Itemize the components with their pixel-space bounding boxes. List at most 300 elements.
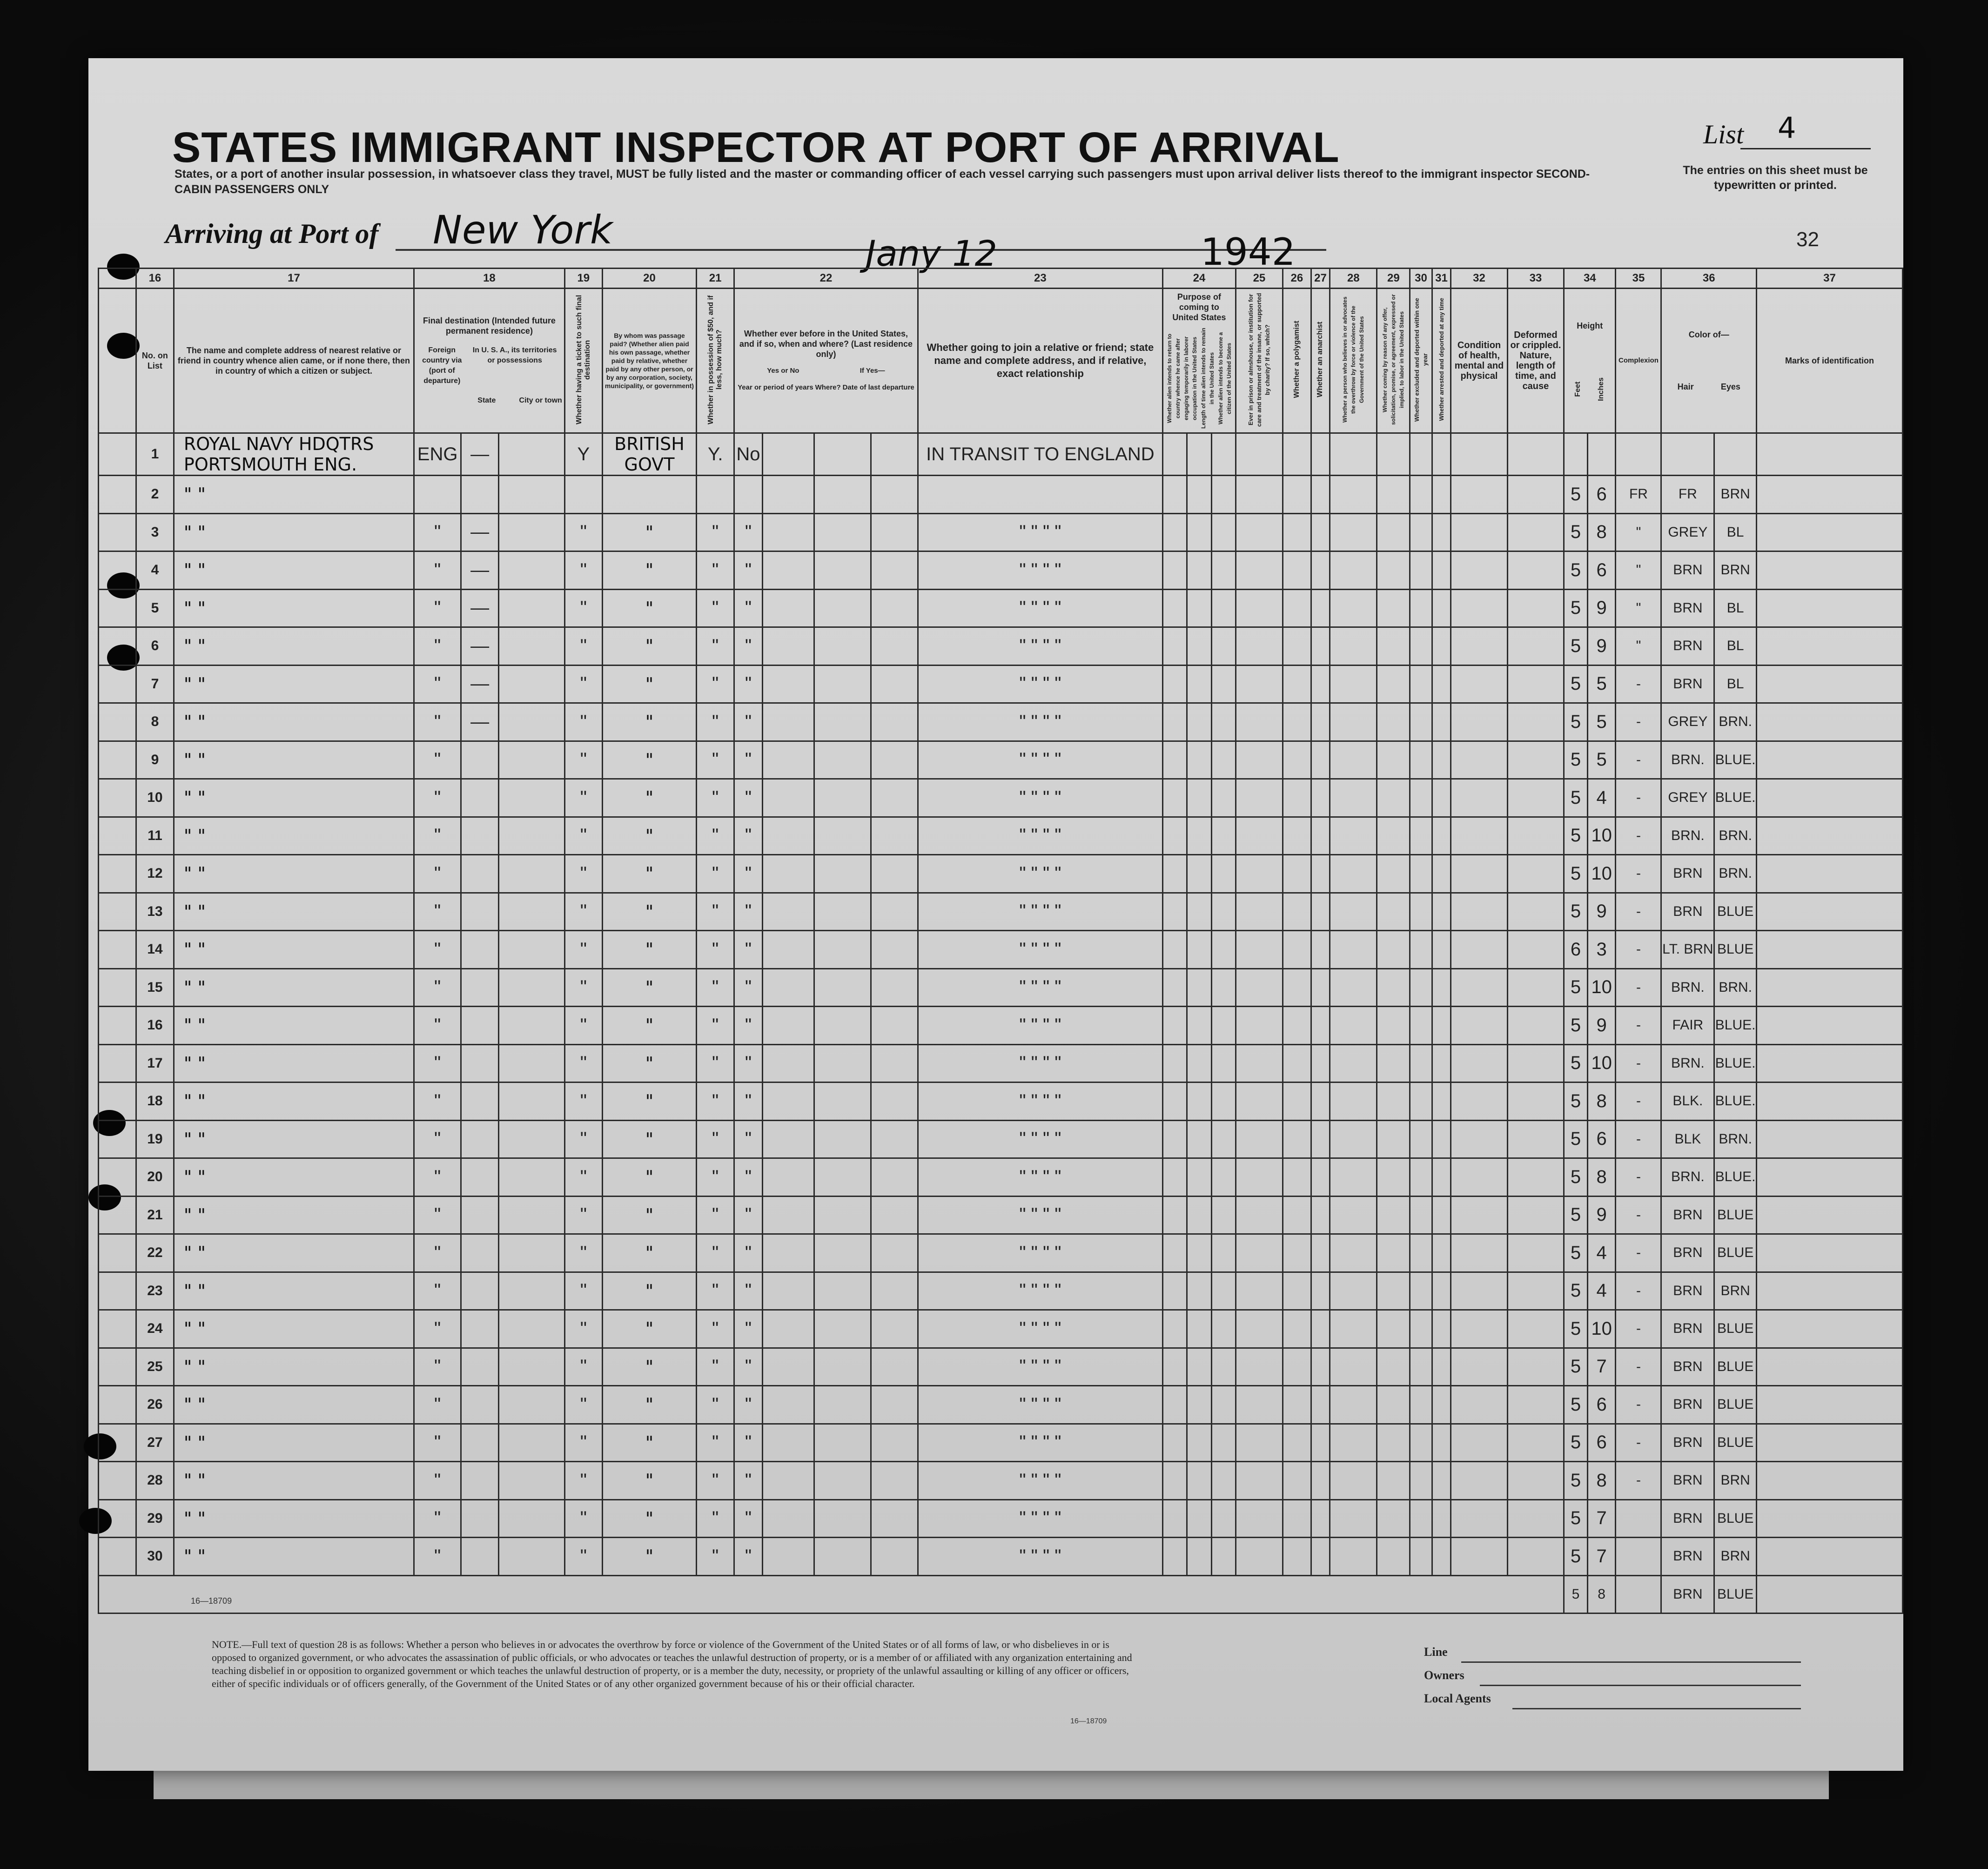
question-cell xyxy=(1283,665,1311,703)
passage-line-1: " xyxy=(645,1470,654,1491)
height-inches-cell: 8 xyxy=(1587,1575,1616,1614)
joining-relative-cell: " " " " xyxy=(918,1499,1162,1538)
purpose-cell xyxy=(1187,665,1211,703)
header-year-period: Year or period of years xyxy=(738,383,813,391)
possession-cell: " xyxy=(697,1499,734,1538)
margin-cell xyxy=(99,1348,136,1386)
state-cell xyxy=(461,1158,499,1197)
complexion-cell: - xyxy=(1616,1386,1661,1424)
where-cell xyxy=(814,1007,871,1045)
row-number: 27 xyxy=(136,1424,174,1462)
margin-cell xyxy=(99,476,136,514)
height-inches-cell xyxy=(1587,433,1616,476)
question-cell xyxy=(1410,817,1432,855)
date-departure-cell xyxy=(871,817,918,855)
marks-cell xyxy=(1757,1538,1903,1576)
purpose-cell xyxy=(1163,1082,1187,1121)
date-departure-cell xyxy=(871,1272,918,1310)
deformed-cell xyxy=(1507,931,1564,969)
possession-cell: " xyxy=(697,551,734,590)
condition-cell xyxy=(1451,1348,1507,1386)
joining-relative-cell: " " " " xyxy=(918,1272,1162,1310)
city-cell xyxy=(499,1120,565,1158)
question-cell xyxy=(1432,1462,1451,1500)
height-feet-cell: 5 xyxy=(1564,1007,1588,1045)
question-cell xyxy=(1283,703,1311,741)
eye-color-cell: BLUE. xyxy=(1714,741,1757,779)
hair-color-cell: BRN xyxy=(1661,1424,1714,1462)
condition-cell xyxy=(1451,627,1507,666)
ever-before-cell: " xyxy=(734,703,763,741)
state-cell xyxy=(461,1007,499,1045)
purpose-cell xyxy=(1187,1272,1211,1310)
question-cell xyxy=(1410,1386,1432,1424)
header-state: State xyxy=(477,397,496,404)
purpose-cell xyxy=(1163,741,1187,779)
complexion-cell: - xyxy=(1616,703,1661,741)
row-number: 16 xyxy=(136,1007,174,1045)
where-cell xyxy=(814,1424,871,1462)
state-cell: — xyxy=(461,433,499,476)
table-row xyxy=(99,1538,1903,1576)
question-cell xyxy=(1311,1386,1330,1424)
deformed-cell xyxy=(1507,1082,1564,1121)
marks-cell xyxy=(1757,513,1903,551)
state-cell xyxy=(461,1310,499,1348)
height-feet-cell: 5 xyxy=(1564,1575,1588,1614)
height-feet-cell: 5 xyxy=(1564,1462,1588,1500)
question-cell xyxy=(1283,589,1311,627)
possession-cell: " xyxy=(697,1386,734,1424)
height-feet-cell: 5 xyxy=(1564,1158,1588,1197)
question-cell xyxy=(1330,1196,1377,1234)
arrival-year: 1942 xyxy=(1201,230,1296,274)
where-cell xyxy=(814,551,871,590)
question-cell xyxy=(1410,779,1432,817)
possession-cell: " xyxy=(697,968,734,1007)
question-cell xyxy=(1283,1234,1311,1272)
height-inches-cell: 3 xyxy=(1587,931,1616,969)
foreign-country-cell: " xyxy=(414,1234,461,1272)
date-departure-cell xyxy=(871,1158,918,1197)
passage-line-1: " xyxy=(645,598,654,619)
complexion-cell: - xyxy=(1616,1007,1661,1045)
date-departure-cell xyxy=(871,855,918,893)
table-row xyxy=(99,1120,1903,1158)
passage-line-2: GOVT xyxy=(624,454,675,475)
ticket-cell: " xyxy=(564,665,602,703)
question-cell xyxy=(1330,1082,1377,1121)
question-cell xyxy=(1311,1462,1330,1500)
relative-line-1: " " xyxy=(183,1204,206,1225)
question-cell xyxy=(1432,968,1451,1007)
margin-cell xyxy=(99,1462,136,1500)
where-cell xyxy=(814,1348,871,1386)
relative-line-1: " " xyxy=(183,1129,206,1150)
city-cell xyxy=(499,551,565,590)
purpose-cell xyxy=(1163,968,1187,1007)
condition-cell xyxy=(1451,855,1507,893)
purpose-cell xyxy=(1163,551,1187,590)
question-cell xyxy=(1410,1538,1432,1576)
height-feet-cell: 5 xyxy=(1564,855,1588,893)
deformed-cell xyxy=(1507,1386,1564,1424)
header-inches: Inches xyxy=(1597,377,1605,401)
passage-line-1: " xyxy=(645,1432,654,1453)
passage-paid-cell xyxy=(602,1007,696,1045)
city-cell xyxy=(499,1538,565,1576)
joining-relative-cell: " " " " xyxy=(918,1196,1162,1234)
passage-paid-cell xyxy=(602,855,696,893)
ever-before-cell: " xyxy=(734,1386,763,1424)
purpose-cell xyxy=(1211,1348,1236,1386)
purpose-cell xyxy=(1211,703,1236,741)
col-number: 31 xyxy=(1432,269,1451,289)
height-feet-cell: 5 xyxy=(1564,1196,1588,1234)
purpose-cell xyxy=(1163,1386,1187,1424)
relative-line-1: " " xyxy=(183,1470,206,1491)
marks-cell xyxy=(1757,931,1903,969)
joining-relative-cell: " " " " xyxy=(918,665,1162,703)
ticket-cell: " xyxy=(564,1499,602,1538)
possession-cell: " xyxy=(697,589,734,627)
header-height xyxy=(1564,289,1616,433)
header-purpose-label: Purpose of coming to United States xyxy=(1172,292,1226,322)
where-cell xyxy=(814,1082,871,1121)
relative-line-1: " " xyxy=(183,1546,206,1567)
date-departure-cell xyxy=(871,589,918,627)
height-inches-cell: 4 xyxy=(1587,1234,1616,1272)
state-cell xyxy=(461,1499,499,1538)
question-cell xyxy=(1283,1310,1311,1348)
hair-color-cell: BRN xyxy=(1661,1310,1714,1348)
deformed-cell xyxy=(1507,476,1564,514)
relative-line-1: " " xyxy=(183,560,206,581)
question-cell xyxy=(1283,1272,1311,1310)
entries-note: The entries on this sheet must be typewritten or printed. xyxy=(1683,164,1868,192)
question-cell xyxy=(1410,433,1432,476)
nearest-relative-cell xyxy=(174,931,414,969)
ever-before-cell: " xyxy=(734,1499,763,1538)
foreign-country-cell: " xyxy=(414,551,461,590)
question-cell xyxy=(1311,551,1330,590)
passage-paid-cell xyxy=(602,1196,696,1234)
purpose-cell xyxy=(1187,893,1211,931)
deformed-cell xyxy=(1507,703,1564,741)
passage-paid-cell xyxy=(602,779,696,817)
question-cell xyxy=(1236,627,1283,666)
ticket-cell: " xyxy=(564,1424,602,1462)
purpose-cell xyxy=(1187,1082,1211,1121)
hair-color-cell: BRN. xyxy=(1661,817,1714,855)
purpose-cell xyxy=(1187,1120,1211,1158)
question-cell xyxy=(1283,855,1311,893)
question-cell xyxy=(1311,476,1330,514)
question-cell xyxy=(1377,1196,1410,1234)
eye-color-cell: BLUE xyxy=(1714,893,1757,931)
ticket-cell: " xyxy=(564,1196,602,1234)
joining-relative-cell: " " " " xyxy=(918,741,1162,779)
column-number-row xyxy=(99,269,1903,289)
condition-cell xyxy=(1451,817,1507,855)
passage-paid-cell xyxy=(602,893,696,931)
hair-color-cell: BRN. xyxy=(1661,968,1714,1007)
eye-color-cell: BLUE xyxy=(1714,931,1757,969)
nearest-relative-cell xyxy=(174,1082,414,1121)
condition-cell xyxy=(1451,1007,1507,1045)
complexion-cell: - xyxy=(1616,1082,1661,1121)
condition-cell xyxy=(1451,1082,1507,1121)
foreign-country-cell: " xyxy=(414,931,461,969)
question-cell xyxy=(1377,1424,1410,1462)
state-cell xyxy=(461,1424,499,1462)
ticket-cell: " xyxy=(564,1310,602,1348)
question-cell xyxy=(1432,1424,1451,1462)
question-cell xyxy=(1330,1158,1377,1197)
eye-color-cell: BRN xyxy=(1714,551,1757,590)
header-color-of xyxy=(1661,289,1757,433)
state-cell xyxy=(461,476,499,514)
eye-color-cell: BL xyxy=(1714,665,1757,703)
possession-cell: " xyxy=(697,703,734,741)
purpose-cell xyxy=(1211,968,1236,1007)
condition-cell xyxy=(1451,513,1507,551)
condition-cell xyxy=(1451,779,1507,817)
header-possession-50: Whether in possession of $50, and if less, how much? xyxy=(707,295,724,424)
foreign-country-cell: " xyxy=(414,1538,461,1576)
year-period-cell xyxy=(762,1272,814,1310)
city-cell xyxy=(499,1007,565,1045)
question-cell xyxy=(1377,476,1410,514)
header-date-departure: Date of last departure xyxy=(842,383,914,391)
complexion-cell: - xyxy=(1616,741,1661,779)
ticket-cell xyxy=(564,476,602,514)
nearest-relative-cell xyxy=(174,513,414,551)
margin-cell xyxy=(99,703,136,741)
possession-cell: " xyxy=(697,931,734,969)
condition-cell xyxy=(1451,665,1507,703)
question-cell xyxy=(1311,1272,1330,1310)
question-cell xyxy=(1236,1272,1283,1310)
foreign-country-cell: " xyxy=(414,1386,461,1424)
header-eyes: Eyes xyxy=(1720,382,1740,391)
ticket-cell: " xyxy=(564,1348,602,1386)
date-departure-cell xyxy=(871,1007,918,1045)
possession-cell: " xyxy=(697,779,734,817)
nearest-relative-cell xyxy=(174,1007,414,1045)
state-cell xyxy=(461,893,499,931)
nearest-relative-cell xyxy=(174,1234,414,1272)
where-cell xyxy=(814,1538,871,1576)
question-cell xyxy=(1377,1082,1410,1121)
marks-cell xyxy=(1757,855,1903,893)
purpose-cell xyxy=(1211,433,1236,476)
eye-color-cell: BLUE xyxy=(1714,1348,1757,1386)
row-number: 29 xyxy=(136,1499,174,1538)
passage-paid-cell xyxy=(602,1310,696,1348)
year-period-cell xyxy=(762,931,814,969)
ever-before-cell: " xyxy=(734,551,763,590)
complexion-cell: - xyxy=(1616,1044,1661,1082)
complexion-cell: - xyxy=(1616,1424,1661,1462)
question-cell xyxy=(1283,551,1311,590)
where-cell xyxy=(814,855,871,893)
question-cell xyxy=(1377,968,1410,1007)
question-cell xyxy=(1311,1082,1330,1121)
question-cell xyxy=(1283,1424,1311,1462)
owners-label: Owners xyxy=(1424,1668,1464,1682)
eye-color-cell: BLUE xyxy=(1714,1386,1757,1424)
ticket-cell: " xyxy=(564,513,602,551)
where-cell xyxy=(814,1158,871,1197)
relative-line-1: " " xyxy=(183,712,206,733)
question-cell xyxy=(1410,1196,1432,1234)
purpose-cell xyxy=(1187,476,1211,514)
question-cell xyxy=(1283,1082,1311,1121)
joining-relative-cell: " " " " xyxy=(918,1310,1162,1348)
deformed-cell xyxy=(1507,1196,1564,1234)
purpose-cell xyxy=(1187,703,1211,741)
purpose-cell xyxy=(1187,855,1211,893)
purpose-cell xyxy=(1163,893,1187,931)
row-number: 28 xyxy=(136,1462,174,1500)
complexion-cell: - xyxy=(1616,893,1661,931)
purpose-cell xyxy=(1187,513,1211,551)
purpose-cell xyxy=(1211,817,1236,855)
passage-line-1: " xyxy=(645,1318,654,1339)
question-cell xyxy=(1377,665,1410,703)
deformed-cell xyxy=(1507,1120,1564,1158)
height-inches-cell: 8 xyxy=(1587,1462,1616,1500)
purpose-cell xyxy=(1187,627,1211,666)
city-cell xyxy=(499,513,565,551)
ticket-cell: " xyxy=(564,1462,602,1500)
where-cell xyxy=(814,1272,871,1310)
question-cell xyxy=(1330,1499,1377,1538)
question-cell xyxy=(1330,1310,1377,1348)
joining-relative-cell: " " " " xyxy=(918,1120,1162,1158)
complexion-cell: - xyxy=(1616,779,1661,817)
city-cell xyxy=(499,1310,565,1348)
purpose-cell xyxy=(1211,1044,1236,1082)
relative-line-1: " " xyxy=(183,787,206,808)
date-departure-cell xyxy=(871,741,918,779)
question-cell xyxy=(1410,1310,1432,1348)
possession-cell: " xyxy=(697,627,734,666)
nearest-relative-cell xyxy=(174,741,414,779)
ticket-cell: " xyxy=(564,1120,602,1158)
question-cell xyxy=(1410,551,1432,590)
question-cell xyxy=(1330,476,1377,514)
city-cell xyxy=(499,1424,565,1462)
question-cell xyxy=(1330,1424,1377,1462)
passage-paid-cell xyxy=(602,741,696,779)
purpose-cell xyxy=(1163,1272,1187,1310)
complexion-cell: " xyxy=(1616,589,1661,627)
purpose-cell xyxy=(1211,855,1236,893)
date-departure-cell xyxy=(871,1234,918,1272)
eye-color-cell xyxy=(1714,433,1757,476)
row-number: 4 xyxy=(136,551,174,590)
question-cell xyxy=(1432,703,1451,741)
row-number: 7 xyxy=(136,665,174,703)
ever-before-cell: " xyxy=(734,1158,763,1197)
condition-cell xyxy=(1451,931,1507,969)
deformed-cell xyxy=(1507,817,1564,855)
nearest-relative-cell xyxy=(174,665,414,703)
passage-line-1: " xyxy=(645,749,654,770)
purpose-cell xyxy=(1163,1424,1187,1462)
question-cell xyxy=(1377,1310,1410,1348)
table-row xyxy=(99,1082,1903,1121)
date-departure-cell xyxy=(871,1538,918,1576)
margin-cell xyxy=(99,589,136,627)
question-cell xyxy=(1311,741,1330,779)
purpose-cell xyxy=(1163,513,1187,551)
passage-paid-cell xyxy=(602,665,696,703)
purpose-cell xyxy=(1211,741,1236,779)
relative-line-1: " " xyxy=(183,749,206,770)
eye-color-cell: BLUE xyxy=(1714,1575,1757,1614)
passage-line-1: " xyxy=(645,1356,654,1377)
purpose-cell xyxy=(1187,433,1211,476)
year-period-cell xyxy=(762,513,814,551)
city-cell xyxy=(499,665,565,703)
question-cell xyxy=(1236,1424,1283,1462)
possession-cell: " xyxy=(697,1120,734,1158)
question-cell xyxy=(1432,1007,1451,1045)
header-in-usa: In U. S. A., its territories or possessions xyxy=(472,346,557,364)
col-number: 34 xyxy=(1564,269,1616,289)
table-row xyxy=(99,1386,1903,1424)
question-cell xyxy=(1311,703,1330,741)
question-cell xyxy=(1432,1538,1451,1576)
header-feet: Feet xyxy=(1574,381,1582,397)
passage-paid-cell xyxy=(602,1234,696,1272)
question-cell xyxy=(1311,665,1330,703)
passage-line-1: " xyxy=(645,939,654,960)
purpose-cell xyxy=(1211,513,1236,551)
date-departure-cell xyxy=(871,931,918,969)
height-inches-cell: 10 xyxy=(1587,1310,1616,1348)
ticket-cell: " xyxy=(564,893,602,931)
state-cell: — xyxy=(461,627,499,666)
question-cell xyxy=(1330,1348,1377,1386)
question-cell xyxy=(1311,1348,1330,1386)
passage-line-1: " xyxy=(645,1091,654,1112)
question-cell xyxy=(1330,1538,1377,1576)
complexion-cell: - xyxy=(1616,855,1661,893)
passage-line-1: " xyxy=(645,1129,654,1150)
header-passage-paid: By whom was passage paid? (Whether alien paid his own passage, whether paid by relative, whether paid by any other person, or by any corporation, society, municipality, or government) xyxy=(602,289,696,433)
table-row xyxy=(99,968,1903,1007)
joining-relative-cell: " " " " xyxy=(918,627,1162,666)
state-cell xyxy=(461,1234,499,1272)
eye-color-cell: BRN xyxy=(1714,1462,1757,1500)
height-feet-cell: 5 xyxy=(1564,968,1588,1007)
foreign-country-cell: " xyxy=(414,1044,461,1082)
col-number: 29 xyxy=(1377,269,1410,289)
question-cell xyxy=(1311,1310,1330,1348)
question-cell xyxy=(1432,779,1451,817)
question-cell xyxy=(1377,1538,1410,1576)
margin-cell xyxy=(99,1310,136,1348)
condition-cell xyxy=(1451,1310,1507,1348)
height-feet-cell: 5 xyxy=(1564,1386,1588,1424)
purpose-cell xyxy=(1211,476,1236,514)
relative-line-1: " " xyxy=(183,1167,206,1188)
relative-line-1: ROYAL NAVY HDQTRS xyxy=(183,434,374,454)
